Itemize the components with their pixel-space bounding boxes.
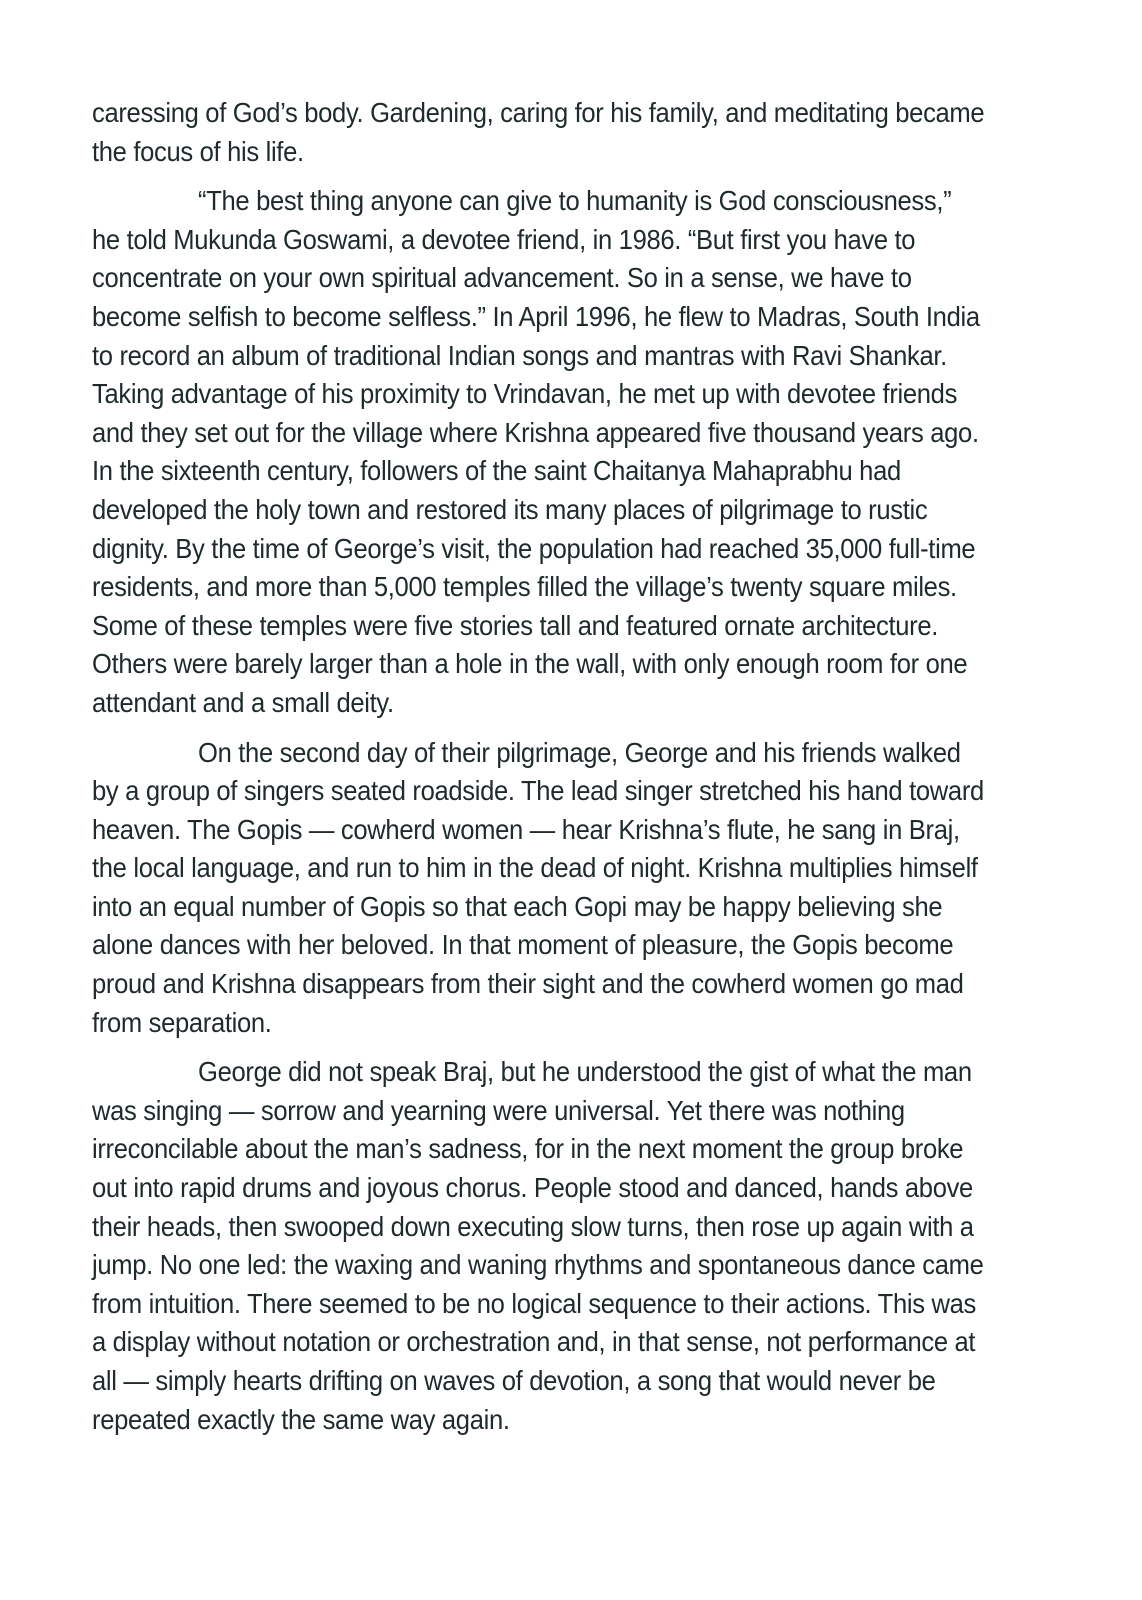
paragraph-2: “The best thing anyone can give to humanity is God consciousness,” he told Mukunda Goswami, a devotee friend, in 1986. “But first you have to concentrate on your own spiritual advancement. So in a sense, we have to become selfish to become selfless.” In April 1996, he flew to Madras, South India to record an album of traditional Indian songs and mantras with Ravi Shankar. Taking advantage of his proximity to Vrindavan, he met up with devotee friends and they set out for the village where Krishna appeared five thousand years ago. In the sixteenth century, followers of the saint Chaitanya Mahaprabhu had developed the holy town and restored its many places of pilgrimage to rustic dignity. By the time of George’s visit, the population had reached 35,000 full-time residents, and more than 5,000 temples filled the village’s twenty square miles. Some of these temples were five stories tall and featured ornate architecture. Others were barely larger than a hole in the wall, with only enough room for one attendant and a small deity.: [92, 185, 980, 718]
paragraph-3: On the second day of their pilgrimage, George and his friends walked by a group of singers seated roadside. The lead singer stretched his hand toward heaven. The Gopis — cowherd women — hear Krishna’s flute, he sang in Braj, the local language, and run to him in the dead of night. Krishna multiplies himself into an equal number of Gopis so that each Gopi may be happy believing she alone dances with her beloved. In that moment of pleasure, the Gopis become proud and Krishna disappears from their sight and the cowherd women go mad from separation.: [92, 736, 984, 1038]
paragraph-4: George did not speak Braj, but he understood the gist of what the man was singing — sorrow and yearning were universal. Yet there was nothing irreconcilable about the man’s sadness, for in the next moment the group broke out into rapid drums and joyous chorus. People stood and danced, hands above their heads, then swooped down executing slow turns, then rose up again with a jump. No one led: the waxing and waning rhythms and spontaneous dance came from intuition. There seemed to be no logical sequence to their actions. This was a display without notation or orchestration and, in that sense, not performance at all — simply hearts drifting on waves of devotion, a song that would never be repeated exactly the same way again.: [92, 1056, 984, 1435]
paragraph-1: caressing of God’s body. Gardening, caring for his family, and meditating became the focus of his life.: [92, 97, 985, 167]
document-page: [92, 94, 985, 1450]
